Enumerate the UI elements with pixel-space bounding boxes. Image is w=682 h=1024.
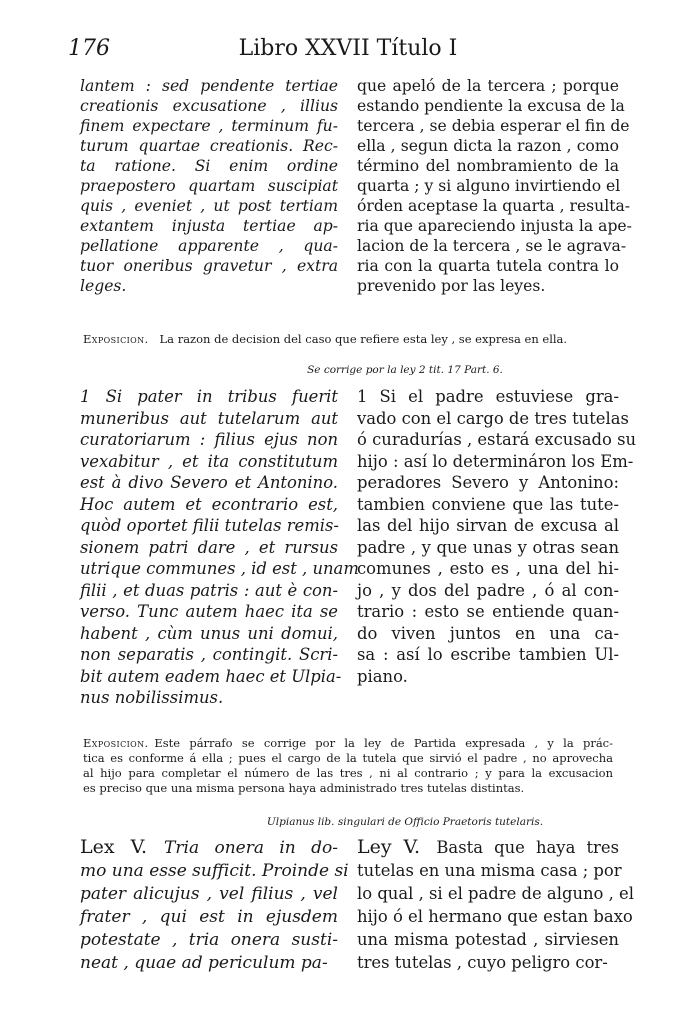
spanish-line: hijo ó el hermano que estan baxo [357, 907, 633, 926]
page-number: 176 [68, 36, 110, 61]
spanish-line: vado con el cargo de tres tutelas [357, 408, 629, 428]
spanish-line: término del nombramiento de la [357, 157, 619, 175]
spanish-line: tambien conviene que las tute- [357, 494, 619, 514]
exposicion-line: al hijo para completar el número de las tres , ni al contrario ; y para la excusacion [83, 766, 613, 780]
spanish-line: ó curadurías , estará excusado su [357, 430, 637, 449]
latin-line: est à divo Severo et Antonino. [80, 473, 338, 492]
latin-line: creationis excusatione , illius [80, 97, 338, 115]
latin-line: leges. [80, 277, 127, 295]
spanish-line: que apeló de la tercera ; porque [357, 77, 619, 95]
spanish-line: estando pendiente la excusa de la [357, 97, 625, 115]
latin-line: turum quartae creationis. Rec- [80, 137, 338, 155]
spanish-line: ella , segun dicta la razon , como [357, 137, 619, 155]
latin-column-block2 [80, 386, 359, 709]
latin-line: vexabitur , et ita constitutum [80, 451, 338, 471]
latin-line: extantem injusta tertiae ap- [80, 217, 338, 235]
latin-line: neat , quae ad periculum pa- [80, 953, 328, 973]
spanish-line: padre , y que unas y otras sean [357, 537, 619, 557]
spanish-column-block3 [357, 836, 634, 974]
spanish-line: lacion de la tercera , se le agrava- [357, 237, 627, 255]
latin-line: ta ratione. Si enim ordine [80, 157, 338, 175]
spanish-line: comunes , esto es , una del hi- [357, 559, 619, 578]
latin-line: praepostero quartam suscipiat [80, 177, 338, 195]
spanish-line: lo qual , si el padre de alguno , el [357, 884, 634, 903]
latin-line: Hoc autem et econtrario est, [80, 494, 338, 514]
spanish-column-block1 [357, 76, 632, 296]
spanish-line: trario : esto se entiende quan- [357, 602, 619, 621]
spanish-line: tutelas en una misma casa ; por [357, 861, 622, 880]
spanish-line: tres tutelas , cuyo peligro cor- [357, 953, 608, 972]
latin-line: habent , cùm unus uni domui, [80, 623, 338, 643]
latin-line: nus nobilissimus. [80, 688, 224, 707]
spanish-line: tercera , se debia esperar el fin de [357, 117, 630, 135]
exposicion-note-2 [83, 736, 613, 796]
spanish-column-block2 [357, 386, 637, 687]
latin-column-block3 [80, 836, 349, 975]
correction-reference: Se corrige por la ley 2 tit. 17 Part. 6. [307, 364, 503, 376]
latin-line: mo una esse sufficit. Proinde si [80, 861, 349, 881]
spanish-line: 1 Si el padre estuviese gra- [357, 387, 619, 406]
spanish-line: jo , y dos del padre , ó al con- [357, 580, 619, 600]
running-header [68, 36, 628, 70]
latin-line: quòd oportet filii tutelas remis- [80, 516, 339, 535]
spanish-line: las del hijo sirvan de excusa al [357, 516, 619, 535]
latin-line: tuor oneribus gravetur , extra [80, 257, 338, 275]
exposicion-label: Exposicion. [83, 332, 149, 346]
latin-line: utrique communes , id est , unam [80, 559, 359, 578]
spanish-line: ria con la quarta tutela contra lo [357, 257, 619, 275]
spanish-line: Ley V. Basta que haya tres [357, 836, 620, 858]
spanish-line: una misma potestad , sirviesen [357, 930, 619, 949]
latin-line: sionem patri dare , et rursus [80, 537, 338, 557]
spanish-line: ria que apareciendo injusta la ape- [357, 217, 632, 235]
latin-line: quis , eveniet , ut post tertiam [80, 197, 338, 215]
law-label: Lex V. [80, 836, 148, 858]
spanish-line: piano. [357, 666, 408, 686]
latin-line: verso. Tunc autem haec ita se [80, 602, 338, 621]
spanish-line: quarta ; y si alguno invirtiendo el [357, 177, 621, 195]
latin-line: non separatis , contingit. Scri- [80, 645, 338, 664]
latin-line: potestate , tria onera susti- [80, 930, 338, 950]
latin-line: bit autem eadem haec et Ulpia- [80, 666, 342, 686]
latin-line: curatoriarum : filius ejus non [80, 430, 338, 449]
spanish-line: órden aceptase la quarta , resulta- [357, 197, 631, 215]
spanish-line: hijo : así lo determináron los Em- [357, 451, 634, 471]
latin-line: frater , qui est in ejusdem [80, 907, 338, 927]
latin-line: Lex V. Tria onera in do- [80, 836, 338, 858]
page-title: Libro XXVII Título I [238, 36, 458, 61]
spanish-line: do viven juntos en una ca- [357, 623, 619, 643]
exposicion-line: tica es conforme á ella ; pues el cargo de la tutela que sirvió el padre , no aprovecha [83, 751, 613, 765]
exposicion-line: Exposicion. Este párrafo se corrige por la ley de Partida expresada , y la prác- [83, 736, 613, 750]
exposicion-text: La razon de decision del caso que refiere esta ley , se expresa en ella. [159, 332, 568, 346]
source-reference: Ulpianus lib. singulari de Officio Praetoris tutelaris. [266, 816, 544, 828]
exposicion-line: es preciso que una misma persona haya administrado tres tutelas distintas. [83, 781, 525, 795]
latin-line: muneribus aut tutelarum aut [80, 408, 338, 428]
latin-line: pellatione apparente , qua- [80, 237, 338, 255]
law-label: Ley V. [357, 836, 420, 858]
latin-line: 1 Si pater in tribus fuerit [80, 387, 338, 406]
spanish-line: prevenido por las leyes. [357, 277, 546, 295]
spanish-line: peradores Severo y Antonino: [357, 473, 619, 492]
latin-line: finem expectare , terminum fu- [80, 117, 338, 135]
latin-line: lantem : sed pendente tertiae [80, 77, 338, 95]
latin-line: pater alicujus , vel filius , vel [80, 884, 338, 904]
exposicion-label: Exposicion. [83, 736, 149, 750]
spanish-line: sa : así lo escribe tambien Ul- [357, 645, 619, 664]
latin-line: filii , et duas patris : aut è con- [80, 580, 338, 600]
latin-column-block1 [80, 76, 338, 296]
exposicion-note-1 [83, 332, 613, 347]
